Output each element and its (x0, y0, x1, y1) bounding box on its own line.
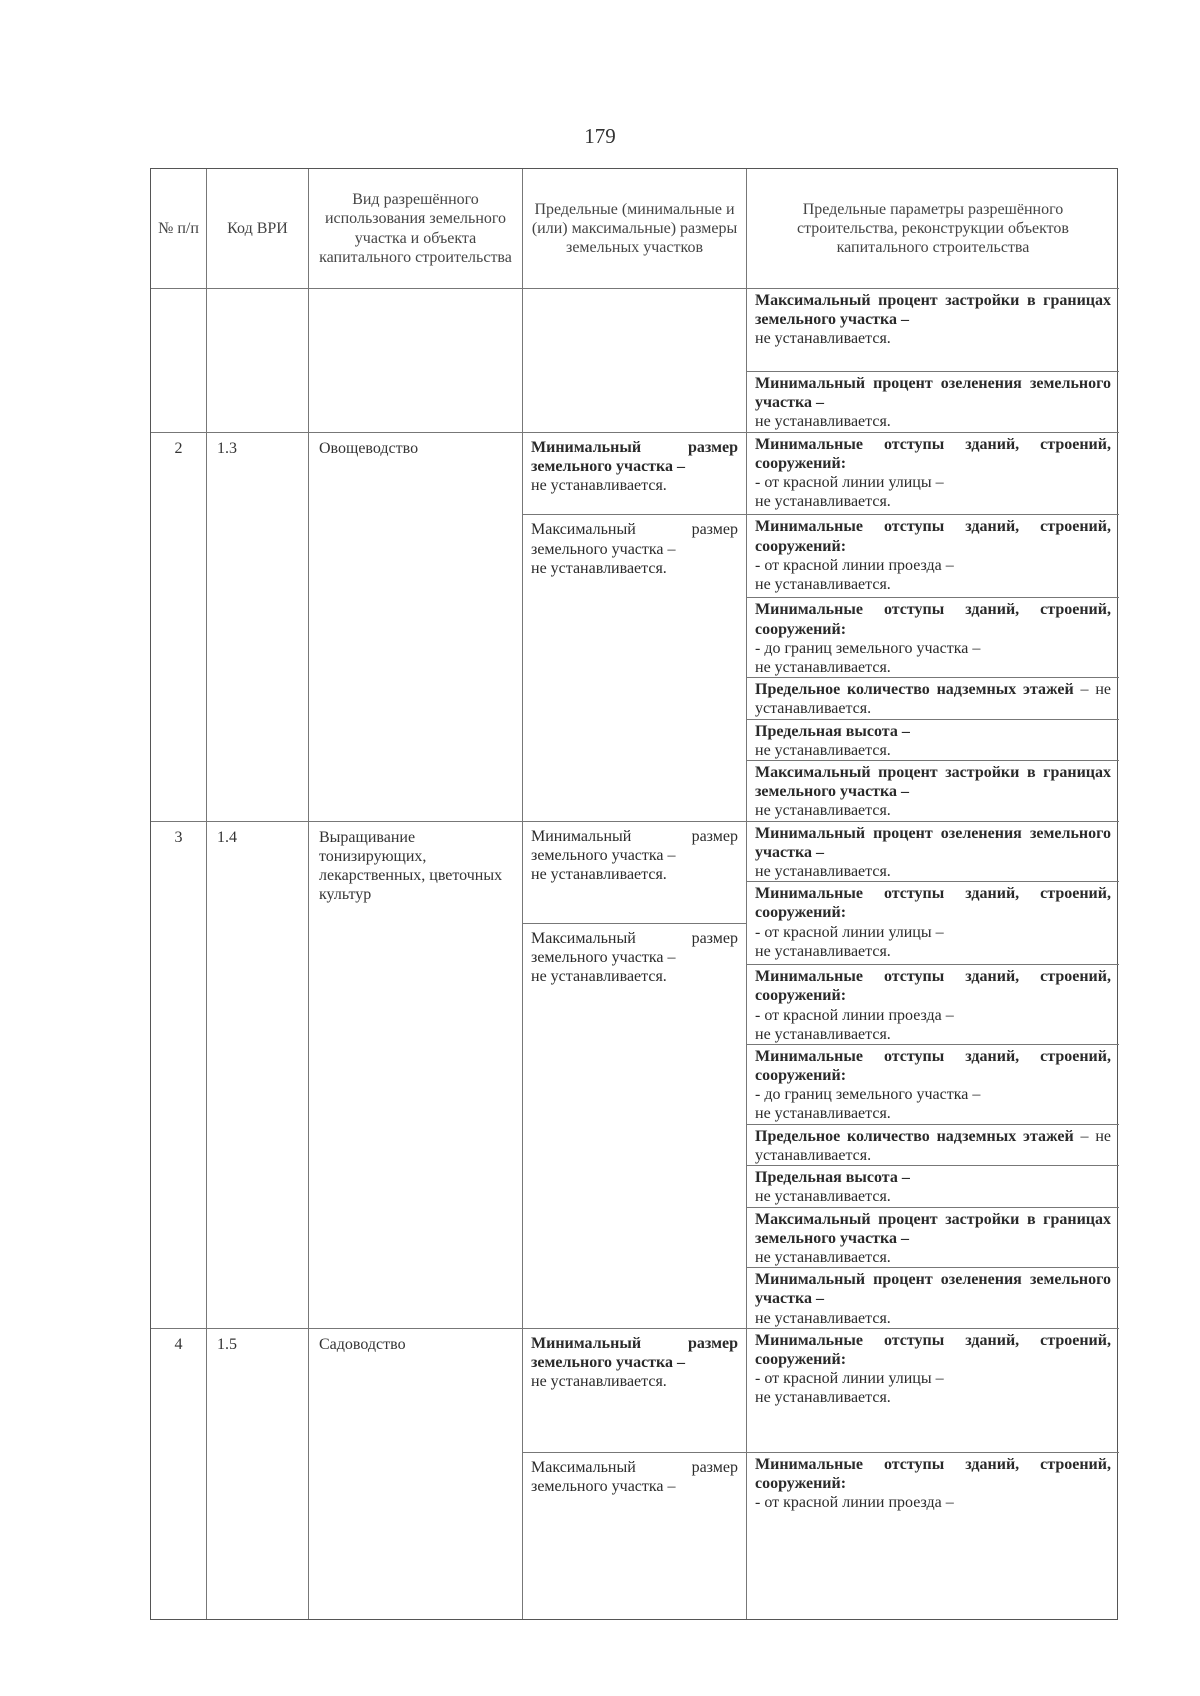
max-plot-size: Максимальный размер земельного участка – не устанавливается. (523, 515, 747, 821)
header-params: Предельные параметры разрешённого строительства, реконструкции объектов капитального строительства (747, 169, 1119, 289)
param-max-build: Максимальный процент застройки в границах земельного участка – не устанавливается. (747, 761, 1119, 822)
param-indent-street: Минимальные отступы зданий, строений, сооружений: - от красной линии улицы – не устанавливается. (747, 433, 1119, 516)
row-code: 1.5 (207, 1329, 309, 1619)
param-height: Предельная высота – не устанавливается. (747, 720, 1119, 761)
continuation-cell (207, 289, 309, 433)
param-floors: Предельное количество надземных этажей – не устанавливается. (747, 1125, 1119, 1166)
param-max-build: Максимальный процент застройки в границах земельного участка – не устанавливается. (747, 289, 1119, 372)
row-kind: Садоводство (309, 1329, 523, 1619)
param-min-green: Минимальный процент озеленения земельного участка – не устанавливается. (747, 822, 1119, 883)
row-kind: Овощеводство (309, 433, 523, 822)
row-code: 1.4 (207, 822, 309, 1329)
header-kind: Вид разрешённого использования земельного участка и объекта капитального строительства (309, 169, 523, 289)
min-plot-size: Минимальный размер земельного участка – не устанавливается. (523, 1329, 747, 1453)
row-code: 1.3 (207, 433, 309, 822)
continuation-cell (151, 289, 207, 433)
param-height: Предельная высота – не устанавливается. (747, 1166, 1119, 1207)
continuation-cell (309, 289, 523, 433)
param-min-green: Минимальный процент озеленения земельного участка – не устанавливается. (747, 1268, 1119, 1329)
param-indent-bounds: Минимальные отступы зданий, строений, сооружений: - до границ земельного участка – не устанавливается. (747, 1045, 1119, 1125)
param-floors: Предельное количество надземных этажей – не устанавливается. (747, 678, 1119, 719)
param-indent-street: Минимальные отступы зданий, строений, сооружений: - от красной линии улицы – не устанавливается. (747, 882, 1119, 965)
param-indent-street: Минимальные отступы зданий, строений, сооружений: - от красной линии улицы – не устанавливается. (747, 1329, 1119, 1453)
row-number: 2 (151, 433, 207, 822)
min-plot-size: Минимальный размер земельного участка – не устанавливается. (523, 822, 747, 924)
max-plot-size: Максимальный размер земельного участка – не устанавливается. (523, 924, 747, 1329)
row-number: 4 (151, 1329, 207, 1619)
param-max-build: Максимальный процент застройки в границах земельного участка – не устанавливается. (747, 1208, 1119, 1269)
land-use-table (150, 168, 1118, 1620)
continuation-cell (523, 289, 747, 433)
header-code: Код ВРИ (207, 169, 309, 289)
max-plot-size: Максимальный размер земельного участка – (523, 1453, 747, 1619)
header-sizes: Предельные (минимальные и (или) максимальные) размеры земельных участков (523, 169, 747, 289)
param-indent-bounds: Минимальные отступы зданий, строений, сооружений: - до границ земельного участка – не устанавливается. (747, 598, 1119, 678)
min-plot-size: Минимальный размер земельного участка – не устанавливается. (523, 433, 747, 516)
param-indent-drive: Минимальные отступы зданий, строений, сооружений: - от красной линии проезда – не устанавливается. (747, 515, 1119, 598)
param-min-green: Минимальный процент озеленения земельного участка – не устанавливается. (747, 372, 1119, 433)
param-indent-drive: Минимальные отступы зданий, строений, сооружений: - от красной линии проезда – (755, 1456, 1111, 1512)
page-number: 179 (584, 124, 616, 148)
row-number: 3 (151, 822, 207, 1329)
header-number: № п/п (151, 169, 207, 289)
param-indent-drive: Минимальные отступы зданий, строений, сооружений: - от красной линии проезда – не устанавливается. (747, 965, 1119, 1045)
row-kind: Выращивание тонизирующих, лекарственных, цветочных культур (309, 822, 523, 1329)
